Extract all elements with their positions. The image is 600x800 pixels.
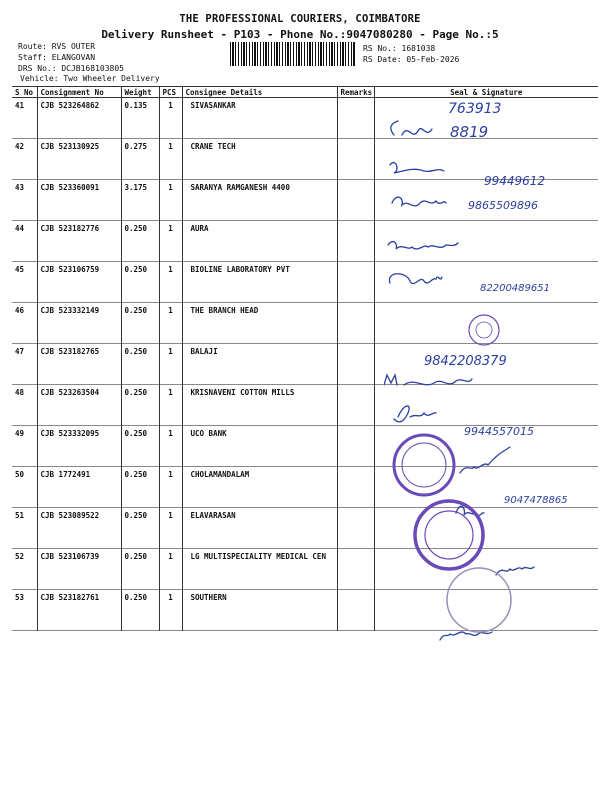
cell-weight: 0.250 [121,344,159,385]
col-weight: Weight [121,87,159,98]
cell-consignee: LG MULTISPECIALITY MEDICAL CEN [182,549,337,590]
table-row [12,467,598,508]
cell-consignment-no: CJB 523332149 [37,303,121,344]
cell-seal-signature [374,262,598,303]
cell-sno: 50 [15,470,25,479]
cell-sno: 46 [15,306,25,315]
cell-consignment-no: CJB 523182765 [37,344,121,385]
handwritten-47: 9842208379 [424,354,507,369]
cell-sno: 53 [15,593,25,602]
cell-seal-signature [374,139,598,180]
cell-consignment-no: CJB 523106739 [37,549,121,590]
cell-sno: 45 [15,265,25,274]
cell-weight: 0.135 [121,98,159,139]
table-row [12,344,598,385]
cell-consignment-no: CJB 523182761 [37,590,121,631]
cell-consignee: BIOLINE LABORATORY PVT [182,262,337,303]
cell-weight: 0.275 [121,139,159,180]
cell-sno: 42 [15,142,25,151]
cell-remarks [337,467,374,508]
cell-weight: 0.250 [121,508,159,549]
cell-consignment-no: CJB 523089522 [37,508,121,549]
cell-pcs: 1 [159,98,182,139]
cell-consignment-no: CJB 523130925 [37,139,121,180]
handwritten-48: 9944557015 [464,425,534,438]
staff-label: Staff: ELANGOVAN [18,53,96,62]
cell-consignee: CHOLAMANDALAM [182,467,337,508]
cell-seal-signature [374,385,598,426]
handwritten-42: 99449612 [484,174,546,188]
table-row [12,426,598,467]
cell-consignee: ELAVARASAN [182,508,337,549]
page-subtitle: Delivery Runsheet - P103 - Phone No.:9047080280 - Page No.:5 [101,28,499,41]
table-row [12,303,598,344]
cell-remarks [337,508,374,549]
cell-seal-signature [374,221,598,262]
cell-seal-signature [374,508,598,549]
cell-consignee: AURA [182,221,337,262]
table-header-row [12,87,598,98]
cell-weight: 3.175 [121,180,159,221]
cell-pcs: 1 [159,139,182,180]
cell-sno: 51 [15,511,25,520]
cell-weight: 0.250 [121,467,159,508]
cell-pcs: 1 [159,180,182,221]
barcode [230,42,356,66]
cell-weight: 0.250 [121,549,159,590]
cell-pcs: 1 [159,385,182,426]
table-row [12,221,598,262]
handwritten-41a: 763913 [448,101,502,117]
cell-pcs: 1 [159,467,182,508]
cell-consignee: SIVASANKAR [182,98,337,139]
table-row [12,139,598,180]
cell-seal-signature [374,426,598,467]
cell-remarks [337,426,374,467]
cell-remarks [337,262,374,303]
vehicle-label: Vehicle: Two Wheeler Delivery [20,74,160,83]
cell-remarks [337,549,374,590]
col-pcs: PCS [159,87,182,98]
cell-consignee: BALAJI [182,344,337,385]
rs-number: RS No.: 1681038 [363,44,436,53]
cell-pcs: 1 [159,221,182,262]
cell-sno: 43 [15,183,25,192]
cell-seal-signature [374,590,598,631]
cell-sno: 44 [15,224,25,233]
table-row [12,180,598,221]
table-row [12,98,598,139]
handwritten-45: 82200489651 [480,283,550,294]
cell-seal-signature [374,467,598,508]
cell-sno: 47 [15,347,25,356]
cell-weight: 0.250 [121,590,159,631]
cell-remarks [337,221,374,262]
handwritten-43: 9865509896 [468,199,538,212]
cell-consignment-no: CJB 523264862 [37,98,121,139]
cell-seal-signature [374,549,598,590]
rs-date: RS Date: 05-Feb-2026 [363,55,460,64]
cell-consignment-no: CJB 523182776 [37,221,121,262]
col-consignment: Consignment No [37,87,121,98]
cell-consignee: KRISNAVENI COTTON MILLS [182,385,337,426]
cell-remarks [337,590,374,631]
cell-weight: 0.250 [121,385,159,426]
cell-remarks [337,344,374,385]
cell-remarks [337,180,374,221]
cell-seal-signature [374,344,598,385]
cell-seal-signature [374,98,598,139]
cell-pcs: 1 [159,262,182,303]
cell-consignment-no: CJB 523263504 [37,385,121,426]
cell-consignee: SARANYA RAMGANESH 4400 [182,180,337,221]
drs-label: DRS No.: DCJB168103805 [18,64,124,73]
cell-consignee: THE BRANCH HEAD [182,303,337,344]
handwritten-50: 9047478865 [504,495,568,506]
cell-pcs: 1 [159,590,182,631]
cell-seal-signature [374,180,598,221]
table-row [12,385,598,426]
table-row [12,262,598,303]
cell-weight: 0.250 [121,426,159,467]
cell-consignee: SOUTHERN [182,590,337,631]
cell-consignee: UCO BANK [182,426,337,467]
runsheet-table [12,86,598,631]
cell-pcs: 1 [159,508,182,549]
signature-53 [440,632,492,640]
cell-consignee: CRANE TECH [182,139,337,180]
cell-sno: 48 [15,388,25,397]
cell-pcs: 1 [159,344,182,385]
cell-remarks [337,303,374,344]
cell-weight: 0.250 [121,221,159,262]
page-title: THE PROFESSIONAL COURIERS, COIMBATORE [179,13,421,25]
cell-pcs: 1 [159,426,182,467]
col-sno: S No [12,87,37,98]
cell-remarks [337,98,374,139]
cell-weight: 0.250 [121,303,159,344]
cell-remarks [337,139,374,180]
cell-seal-signature [374,303,598,344]
cell-consignment-no: CJB 523360091 [37,180,121,221]
cell-pcs: 1 [159,303,182,344]
table-row [12,590,598,631]
col-seal-signature: Seal & Signature [374,87,598,98]
col-consignee: Consignee Details [182,87,337,98]
handwritten-41b: 8819 [450,123,489,141]
cell-remarks [337,385,374,426]
route-label: Route: RVS OUTER [18,42,96,51]
cell-weight: 0.250 [121,262,159,303]
cell-consignment-no: CJB 523106759 [37,262,121,303]
cell-sno: 41 [15,101,25,110]
table-row [12,549,598,590]
col-remarks: Remarks [337,87,374,98]
cell-sno: 52 [15,552,25,561]
cell-pcs: 1 [159,549,182,590]
table-row [12,508,598,549]
cell-sno: 49 [15,429,25,438]
cell-consignment-no: CJB 1772491 [37,467,121,508]
cell-consignment-no: CJB 523332095 [37,426,121,467]
